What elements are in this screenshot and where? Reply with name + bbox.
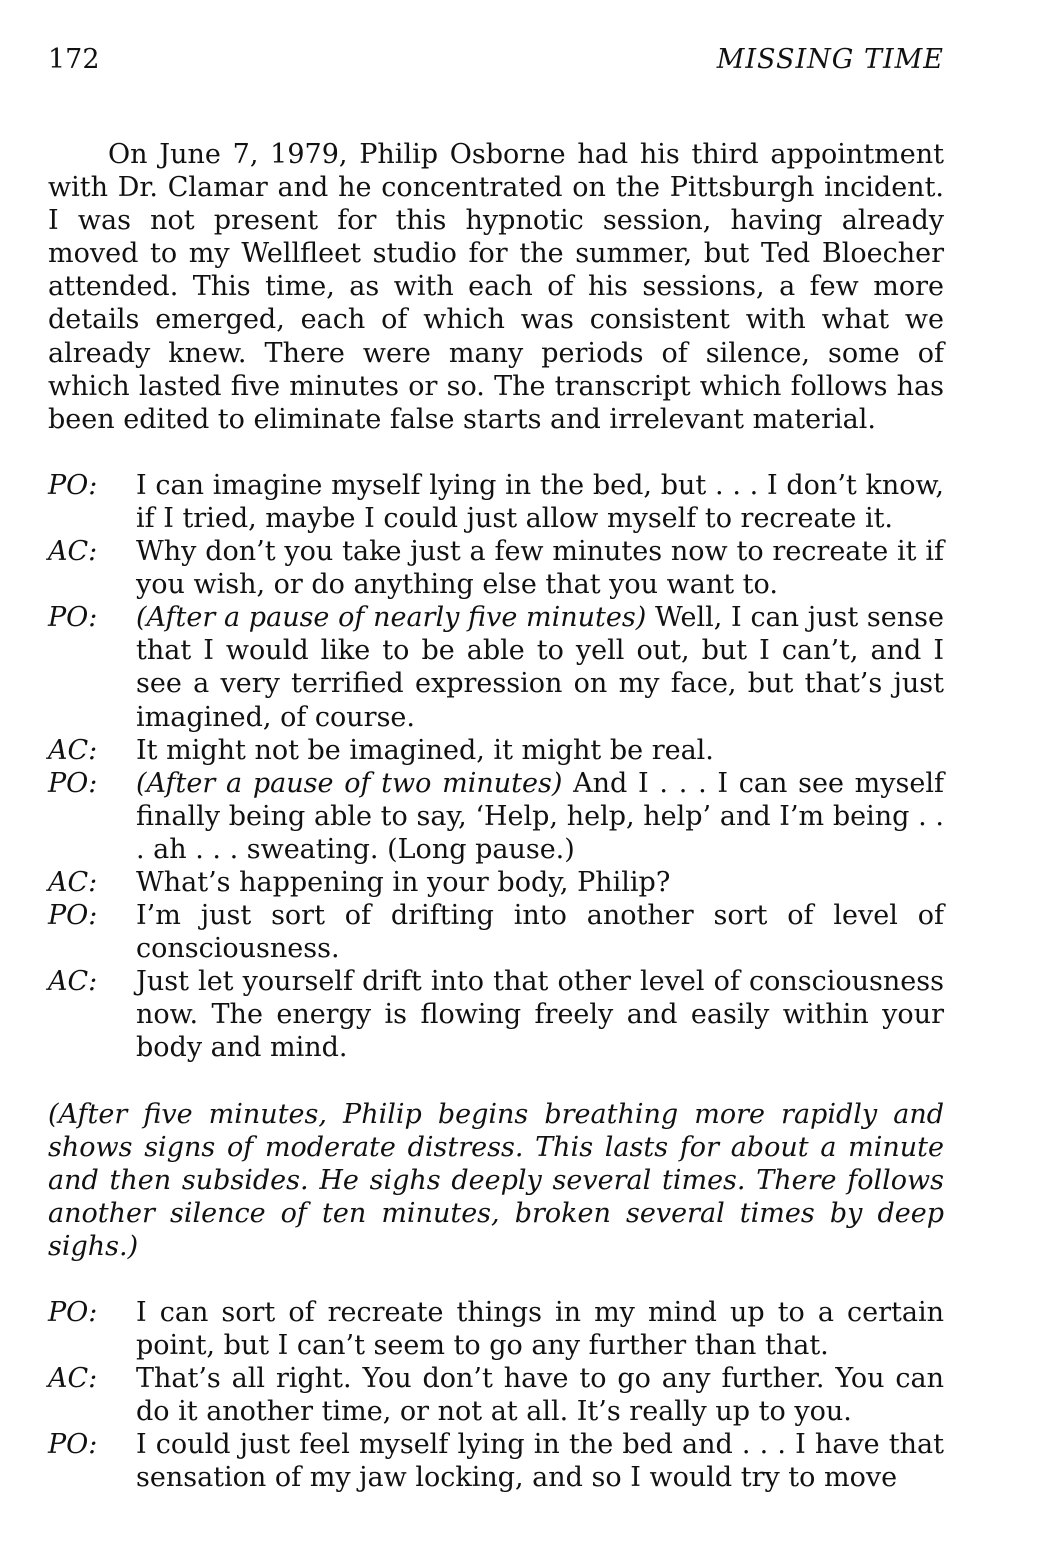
page-body [48, 138, 944, 1495]
transcript-part-2 [48, 1296, 944, 1495]
speaker-label: PO: [48, 469, 98, 501]
dialogue-line [48, 469, 944, 535]
speech-text [136, 767, 944, 866]
speech-content: I’m just sort of drifting into another sort of level of consciousness. [136, 900, 944, 965]
speech-text [136, 734, 944, 767]
dialogue-line [48, 601, 944, 733]
speech-text [136, 535, 944, 601]
speaker-label: PO: [48, 767, 98, 799]
stage-direction: (After a pause of two minutes) [136, 767, 563, 799]
speech-text [136, 1362, 944, 1428]
stage-direction: (After a pause of nearly five minutes) [136, 602, 647, 634]
speech-text [136, 1296, 944, 1362]
speaker-label: AC: [48, 1363, 98, 1395]
dialogue-line [48, 965, 944, 1064]
running-title: MISSING TIME [716, 44, 944, 75]
dialogue-line [48, 899, 944, 965]
speech-text [136, 601, 944, 733]
speech-content: I can imagine myself lying in the bed, but . . . I don’t know, if I tried, maybe I could just allow myself to recreate it. [136, 469, 944, 534]
speech-content: Why don’t you take just a few minutes now to recreate it if you wish, or do anything else that you want to. [136, 536, 944, 601]
dialogue-line [48, 767, 944, 866]
speech-content: Just let yourself drift into that other level of consciousness now. The energy is flowing freely and easily within your body and mind. [136, 966, 944, 1064]
speech-content: I could just feel myself lying in the bed and . . . I have that sensation of my jaw locking, and so I would try to move [136, 1429, 944, 1494]
speech-content: That’s all right. You don’t have to go any further. You can do it another time, or not at all. It’s really up to you. [136, 1363, 944, 1428]
intro-paragraph: On June 7, 1979, Philip Osborne had his third appointment with Dr. Clamar and he concentrated on the Pittsburgh incident. I was not present for this hypnotic session, having already moved to my Wellfleet studio for the summer, but Ted Bloecher attended. This time, as with each of his sessions, a few more details emerged, each of which was consistent with what we already knew. There were many periods of silence, some of which lasted five minutes or so. The transcript which follows has been edited to eliminate false starts and irrelevant material. [48, 139, 944, 435]
dialogue-line [48, 734, 944, 767]
speech-text [136, 1428, 944, 1494]
dialogue-line [48, 535, 944, 601]
speech-content: Well, I can just sense that I would like to be able to yell out, but I can’t, and I see a very terrified expression on my face, but that’s just imagined, of course. [136, 602, 944, 733]
speaker-label: PO: [48, 1297, 98, 1328]
dialogue-line [48, 866, 944, 899]
speech-text [136, 965, 944, 1064]
speaker-label: AC: [48, 866, 98, 898]
page-number: 172 [48, 44, 100, 75]
speaker-label: AC: [48, 536, 98, 568]
speaker-label: AC: [48, 966, 98, 998]
speaker-label: PO: [48, 900, 98, 932]
dialogue-line [48, 1296, 944, 1362]
transcript-part-1 [48, 469, 944, 1065]
dialogue-line [48, 1362, 944, 1428]
speaker-label: PO: [48, 602, 98, 634]
speech-content: I can sort of recreate things in my mind up to a certain point, but I can’t seem to go any further than that. [136, 1297, 944, 1362]
speech-text [136, 469, 944, 535]
speech-content: What’s happening in your body, Philip? [136, 866, 671, 898]
speech-content: It might not be imagined, it might be real. [136, 734, 714, 766]
running-header [48, 44, 944, 80]
speaker-label: PO: [48, 1429, 98, 1461]
interlude-paragraph: (After five minutes, Philip begins breathing more rapidly and shows signs of moderate distress. This lasts for about a minute and then subsides. He sighs deeply several times. There follows another silence of ten minutes, broken several times by deep sighs.) [48, 1098, 944, 1262]
dialogue-line [48, 1428, 944, 1494]
speech-text [136, 899, 944, 965]
speech-text [136, 866, 944, 899]
speech-content: And I . . . I can see myself finally being able to say, ‘Help, help, help’ and I’m being . . . ah . . . sweating. (Long pause.) [136, 767, 944, 865]
speaker-label: AC: [48, 734, 98, 766]
